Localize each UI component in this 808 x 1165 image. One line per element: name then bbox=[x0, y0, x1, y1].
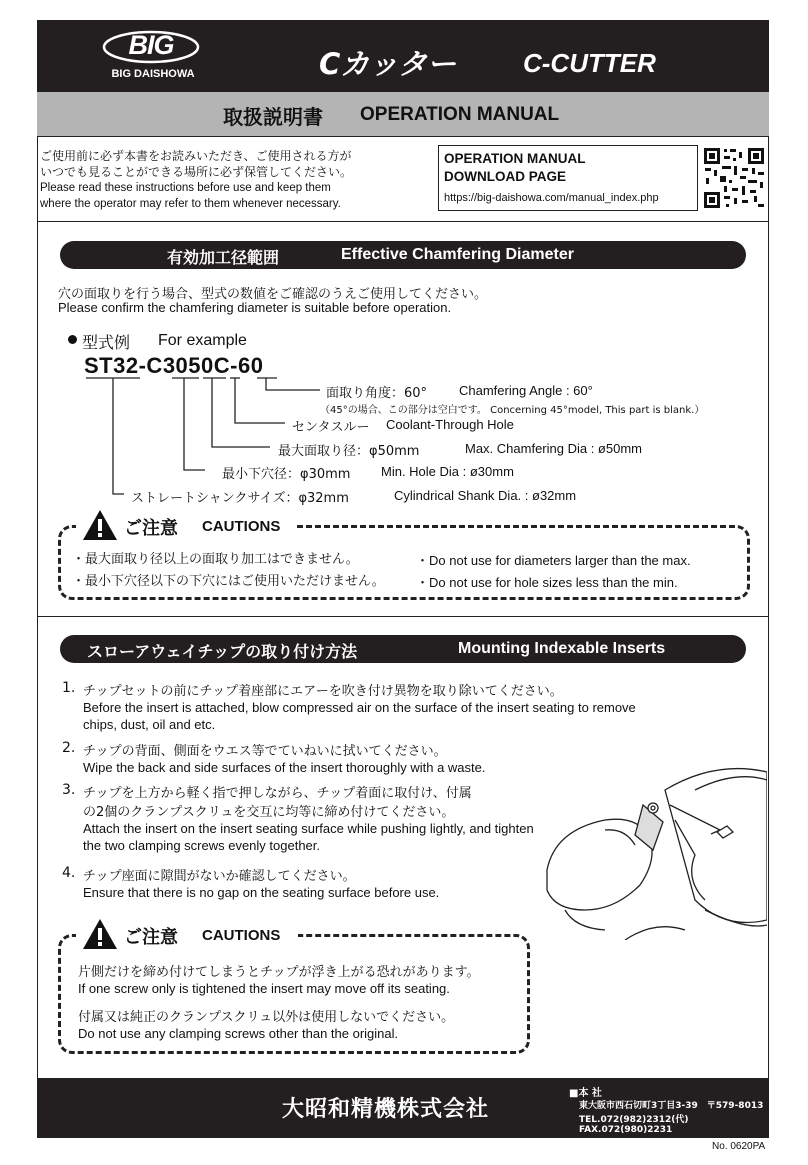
step-4-ja: チップ座面に隙間がないか確認してください。 bbox=[83, 869, 356, 884]
cautions-2-en-2: Do not use any clamping screws other than the original. bbox=[78, 1026, 399, 1041]
warning-icon bbox=[82, 509, 118, 541]
step-1-num: 1. bbox=[62, 680, 76, 696]
section1-desc-ja: 穴の面取りを行う場合、型式の数値をご確認のうえご使用してください。 bbox=[58, 287, 488, 302]
cautions-2-ja-2: 付属又は純正のクランプスクリュ以外は使用しないでください。 bbox=[78, 1010, 455, 1025]
model-shank: ST32 bbox=[84, 353, 139, 378]
coolant-label-en: Coolant-Through Hole bbox=[386, 417, 514, 432]
step-1-en-2: chips, dust, oil and etc. bbox=[83, 717, 216, 732]
example-label-en: For example bbox=[158, 332, 247, 349]
cautions-1-title-ja: ご注意 bbox=[124, 518, 178, 539]
model-minhole: 30 bbox=[162, 353, 189, 378]
step-3-en-2: the two clamping screws evenly together. bbox=[83, 838, 321, 853]
model-angle: 60 bbox=[238, 353, 264, 378]
footer-bar bbox=[37, 1078, 769, 1138]
model-type: C bbox=[146, 353, 163, 378]
cautions-2-heading bbox=[76, 917, 298, 951]
maxdia-label-en: Max. Chamfering Dia : ø50mm bbox=[465, 441, 642, 456]
maxdia-label-ja: 最大面取り径：φ50mm bbox=[278, 444, 420, 459]
section2-title-ja: スローアウェイチップの取り付け方法 bbox=[87, 642, 358, 661]
model-dash-2: - bbox=[230, 353, 238, 378]
title-en: C-CUTTER bbox=[523, 48, 656, 78]
hq-phone: TEL.072(982)2312(代) FAX.072(980)2231 bbox=[579, 1115, 698, 1135]
hq-label: ■本 社 bbox=[569, 1088, 602, 1099]
subtitle-en: OPERATION MANUAL bbox=[360, 104, 560, 125]
model-maxdia: 50 bbox=[188, 353, 214, 378]
cautions-1-en-2: ・Do not use for hole sizes less than the min. bbox=[416, 575, 678, 590]
shank-label-ja: ストレートシャンクサイズ：φ32mm bbox=[131, 491, 349, 506]
step-2-ja: チップの背面、側面をウエス等でていねいに拭いてください。 bbox=[83, 744, 447, 759]
cautions-2-title-en: CAUTIONS bbox=[202, 927, 281, 944]
download-title-2: DOWNLOAD PAGE bbox=[444, 169, 566, 184]
company-name: 大昭和精機株式会社 bbox=[282, 1097, 490, 1122]
cautions-1-en-1: ・Do not use for diameters larger than the max. bbox=[416, 553, 691, 568]
angle-label-ja: 面取り角度：60° bbox=[326, 386, 428, 401]
step-4-num: 4. bbox=[62, 865, 76, 881]
angle-label-en: Chamfering Angle : 60° bbox=[459, 383, 593, 398]
warning-icon bbox=[82, 918, 118, 950]
intro-ja-2: いつでも見ることができる場所に必ず保管してください。 bbox=[40, 165, 353, 179]
title-ja: Cカッター bbox=[319, 47, 456, 81]
section2-title-bar bbox=[60, 635, 746, 663]
step-3-en-1: Attach the insert on the insert seating surface while pushing lightly, and tighten bbox=[83, 821, 534, 836]
step-1-en-1: Before the insert is attached, blow compressed air on the surface of the insert seating to remove bbox=[83, 700, 636, 715]
document-number: No. 0620PA bbox=[712, 1141, 766, 1152]
hq-address: 東大阪市西石切町3丁目3-39 〒579-8013 bbox=[579, 1101, 764, 1111]
intro-ja-1: ご使用前に必ず本書をお読みいただき、ご使用される方が bbox=[40, 149, 352, 163]
download-title-1: OPERATION MANUAL bbox=[444, 151, 586, 166]
brand-subtitle: BIG DAISHOWA bbox=[111, 68, 195, 80]
minhole-label-ja: 最小下穴径：φ30mm bbox=[222, 467, 351, 482]
cautions-2-en-1: If one screw only is tightened the insert may move off its seating. bbox=[78, 981, 450, 996]
angle-note: （45°の場合、この部分は空白です。 Concerning 45°model, This part is blank.） bbox=[320, 405, 705, 416]
intro-en-2: where the operator may refer to them whenever necessary. bbox=[40, 198, 341, 210]
cautions-1-title-en: CAUTIONS bbox=[202, 518, 281, 535]
minhole-label-en: Min. Hole Dia : ø30mm bbox=[381, 464, 514, 479]
shank-label-en: Cylindrical Shank Dia. : ø32mm bbox=[394, 488, 577, 503]
cautions-2-title-ja: ご注意 bbox=[124, 927, 178, 948]
step-3-num: 3. bbox=[62, 782, 76, 798]
cautions-1-heading bbox=[76, 508, 296, 542]
brand-logo-text: BIG bbox=[128, 30, 174, 60]
coolant-label-ja: センタスルー bbox=[292, 420, 370, 435]
section1-title-ja: 有効加工径範囲 bbox=[167, 248, 280, 267]
intro-en-1: Please read these instructions before use and keep them bbox=[40, 182, 331, 194]
subtitle-ja: 取扱説明書 bbox=[223, 105, 323, 129]
model-coolant: C bbox=[213, 353, 231, 378]
step-4-en-1: Ensure that there is no gap on the seating surface before use. bbox=[83, 885, 440, 900]
download-url[interactable]: https://big-daishowa.com/manual_index.php bbox=[444, 192, 659, 204]
section1-desc-en: Please confirm the chamfering diameter is suitable before operation. bbox=[58, 300, 452, 315]
cautions-1-ja-1: ・最大面取り径以上の面取り加工はできません。 bbox=[72, 552, 359, 567]
section2-title-en: Mounting Indexable Inserts bbox=[458, 640, 666, 657]
section-divider-2 bbox=[37, 616, 769, 617]
section1-title-en: Effective Chamfering Diameter bbox=[341, 246, 574, 263]
insert-mounting-illustration bbox=[545, 760, 767, 940]
step-2-num: 2. bbox=[62, 740, 76, 756]
step-2-en-1: Wipe the back and side surfaces of the insert thoroughly with a waste. bbox=[83, 760, 486, 775]
step-3-ja-2: の2個のクランプスクリュを交互に均等に締め付けてください。 bbox=[83, 805, 455, 820]
step-1-ja: チップセットの前にチップ着座部にエアーを吹き付け異物を取り除いてください。 bbox=[83, 684, 563, 699]
model-dash-1: - bbox=[138, 353, 147, 378]
example-label-ja: 型式例 bbox=[82, 333, 131, 352]
cautions-1-ja-2: ・最小下穴径以下の下穴にはご使用いただけません。 bbox=[72, 574, 385, 589]
cautions-2-ja-1: 片側だけを締め付けてしまうとチップが浮き上がる恐れがあります。 bbox=[78, 965, 480, 980]
step-3-ja: チップを上方から軽く指で押しながら、チップ着面に取付け、付属 bbox=[83, 786, 472, 801]
